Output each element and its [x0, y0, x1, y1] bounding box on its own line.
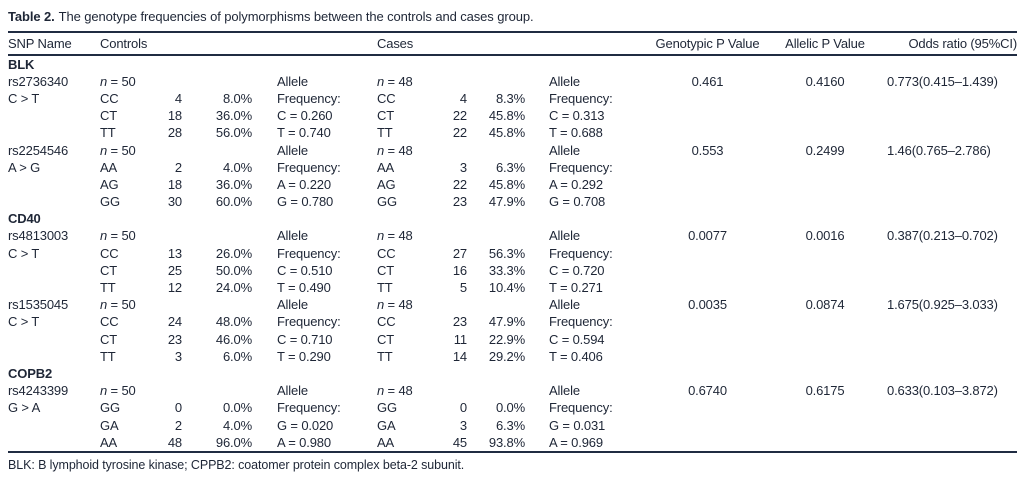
genotypic-p-value: 0.0077: [688, 228, 727, 244]
controls-percent: 60.0%: [215, 194, 252, 210]
cases-count: 23: [452, 194, 467, 210]
snp-allele-change: A > G: [8, 159, 41, 175]
cases-n: n = 48: [377, 297, 413, 313]
genotype-row: [8, 399, 1017, 416]
controls-genotype: TT: [100, 348, 116, 364]
controls-percent: 48.0%: [215, 314, 252, 330]
controls-genotype: AA: [100, 159, 118, 175]
gene-name: CD40: [8, 211, 41, 227]
cases-count: 22: [452, 108, 467, 124]
allelic-p-value: 0.0016: [805, 228, 845, 244]
controls-percent: 0.0%: [222, 400, 252, 416]
controls-genotype: GG: [100, 400, 120, 416]
cases-allele-label: Allele: [549, 228, 580, 244]
controls-genotype: CT: [100, 108, 118, 124]
controls-count: 13: [167, 245, 182, 261]
cases-n: n = 48: [377, 383, 413, 399]
controls-genotype: GA: [100, 417, 119, 433]
cases-frequency-label: Frequency:: [549, 400, 613, 416]
cases-percent: 0.0%: [495, 400, 525, 416]
cases-allele-frequency: G = 0.031: [549, 417, 606, 433]
genotypic-p-value: 0.0035: [688, 297, 727, 313]
cases-allele-frequency: A = 0.292: [549, 176, 603, 192]
controls-percent: 26.0%: [215, 245, 252, 261]
cases-count: 22: [452, 176, 467, 192]
table-number: Table 2.: [8, 9, 55, 24]
genotypic-p-value: 0.6740: [688, 383, 727, 399]
controls-n: n = 50: [100, 73, 136, 89]
snp-id: rs1535045: [8, 297, 69, 313]
cases-count: 23: [452, 314, 467, 330]
genotype-row: [8, 159, 1017, 176]
genotype-row: [8, 262, 1017, 279]
controls-allele-label: Allele: [277, 228, 308, 244]
cases-percent: 56.3%: [488, 245, 525, 261]
cases-percent: 6.3%: [495, 417, 525, 433]
snp-summary-row: [8, 73, 1017, 90]
cases-frequency-label: Frequency:: [549, 159, 613, 175]
cases-genotype: AG: [377, 176, 396, 192]
table-header-row: [8, 33, 1017, 54]
allelic-p-value: 0.4160: [805, 73, 845, 89]
cases-count: 27: [452, 245, 467, 261]
table-caption: [8, 8, 1017, 25]
controls-percent: 24.0%: [215, 280, 252, 296]
controls-frequency-label: Frequency:: [277, 400, 341, 416]
cases-genotype: TT: [377, 280, 393, 296]
cases-genotype: GG: [377, 194, 397, 210]
controls-frequency-label: Frequency:: [277, 90, 341, 106]
controls-count: 48: [167, 434, 182, 450]
cases-genotype: CT: [377, 262, 395, 278]
controls-frequency-label: Frequency:: [277, 159, 341, 175]
genotype-row: [8, 124, 1017, 141]
col-header-cases: Cases: [377, 36, 414, 52]
controls-count: 30: [167, 194, 182, 210]
genotype-row: [8, 107, 1017, 124]
cases-genotype: GG: [377, 400, 397, 416]
controls-percent: 36.0%: [215, 176, 252, 192]
cases-genotype: CC: [377, 90, 396, 106]
cases-genotype: TT: [377, 125, 393, 141]
cases-percent: 45.8%: [488, 125, 525, 141]
genotype-row: [8, 193, 1017, 210]
cases-count: 16: [452, 262, 467, 278]
genotypic-p-value: 0.553: [691, 142, 724, 158]
cases-count: 5: [459, 280, 467, 296]
cases-genotype: TT: [377, 348, 393, 364]
table-caption-text: The genotype frequencies of polymorphisms between the controls and cases group.: [58, 9, 534, 24]
snp-summary-row: [8, 142, 1017, 159]
snp-allele-change: C > T: [8, 245, 40, 261]
cases-genotype: CC: [377, 314, 396, 330]
genotype-row: [8, 417, 1017, 434]
controls-allele-label: Allele: [277, 383, 308, 399]
cases-allele-label: Allele: [549, 383, 580, 399]
cases-frequency-label: Frequency:: [549, 314, 613, 330]
controls-count: 18: [167, 176, 182, 192]
allelic-p-value: 0.2499: [805, 142, 845, 158]
col-header-snp-name: SNP Name: [8, 36, 72, 52]
cases-count: 22: [452, 125, 467, 141]
cases-count: 45: [452, 434, 467, 450]
snp-allele-change: G > A: [8, 400, 41, 416]
genotype-row: [8, 348, 1017, 365]
cases-allele-label: Allele: [549, 142, 580, 158]
controls-n: n = 50: [100, 383, 136, 399]
controls-percent: 4.0%: [222, 159, 252, 175]
controls-allele-frequency: C = 0.260: [277, 108, 333, 124]
controls-allele-frequency: T = 0.740: [277, 125, 331, 141]
controls-allele-frequency: G = 0.020: [277, 417, 334, 433]
odds-ratio-value: 0.773(0.415–1.439): [887, 73, 998, 89]
controls-allele-label: Allele: [277, 73, 308, 89]
snp-id: rs4813003: [8, 228, 69, 244]
controls-count: 24: [167, 314, 182, 330]
cases-n: n = 48: [377, 142, 413, 158]
allelic-p-value: 0.0874: [805, 297, 845, 313]
controls-genotype: GG: [100, 194, 120, 210]
genotype-row: [8, 313, 1017, 330]
controls-percent: 4.0%: [222, 417, 252, 433]
controls-count: 4: [174, 90, 182, 106]
controls-percent: 46.0%: [215, 331, 252, 347]
controls-n: n = 50: [100, 228, 136, 244]
controls-frequency-label: Frequency:: [277, 314, 341, 330]
snp-allele-change: C > T: [8, 90, 40, 106]
genotype-row: [8, 434, 1017, 451]
cases-allele-label: Allele: [549, 73, 580, 89]
cases-percent: 47.9%: [488, 194, 525, 210]
controls-n: n = 50: [100, 297, 136, 313]
controls-count: 2: [174, 417, 182, 433]
cases-allele-frequency: C = 0.313: [549, 108, 605, 124]
controls-allele-frequency: A = 0.980: [277, 434, 331, 450]
cases-genotype: CT: [377, 108, 395, 124]
controls-genotype: CC: [100, 314, 119, 330]
controls-allele-frequency: A = 0.220: [277, 176, 331, 192]
cases-frequency-label: Frequency:: [549, 90, 613, 106]
controls-count: 0: [174, 400, 182, 416]
controls-count: 23: [167, 331, 182, 347]
cases-count: 3: [459, 417, 467, 433]
controls-genotype: AA: [100, 434, 118, 450]
cases-genotype: AA: [377, 434, 395, 450]
cases-percent: 45.8%: [488, 108, 525, 124]
controls-genotype: CT: [100, 262, 118, 278]
controls-percent: 50.0%: [215, 262, 252, 278]
cases-allele-frequency: C = 0.594: [549, 331, 605, 347]
snp-summary-row: [8, 382, 1017, 399]
controls-allele-label: Allele: [277, 297, 308, 313]
cases-genotype: CT: [377, 331, 395, 347]
controls-count: 28: [167, 125, 182, 141]
controls-percent: 8.0%: [222, 90, 252, 106]
odds-ratio-value: 0.387(0.213–0.702): [887, 228, 998, 244]
cases-genotype: GA: [377, 417, 396, 433]
cases-percent: 22.9%: [488, 331, 525, 347]
snp-id: rs2254546: [8, 142, 69, 158]
controls-count: 3: [174, 348, 182, 364]
controls-allele-frequency: C = 0.710: [277, 331, 333, 347]
table-footnote: BLK: B lymphoid tyrosine kinase; CPPB2: coatomer protein complex beta-2 subunit.: [8, 458, 465, 473]
cases-count: 4: [459, 90, 467, 106]
gene-name: BLK: [8, 56, 35, 72]
controls-genotype: CC: [100, 90, 119, 106]
controls-percent: 96.0%: [215, 434, 252, 450]
cases-count: 11: [453, 331, 467, 347]
cases-count: 0: [459, 400, 467, 416]
cases-allele-frequency: G = 0.708: [549, 194, 606, 210]
cases-genotype: AA: [377, 159, 395, 175]
cases-percent: 47.9%: [488, 314, 525, 330]
snp-allele-change: C > T: [8, 314, 40, 330]
controls-count: 12: [167, 280, 182, 296]
col-header-controls: Controls: [100, 36, 148, 52]
genotype-row: [8, 90, 1017, 107]
odds-ratio-value: 1.46(0.765–2.786): [887, 142, 991, 158]
controls-genotype: TT: [100, 125, 116, 141]
gene-name: COPB2: [8, 365, 53, 381]
cases-percent: 6.3%: [495, 159, 525, 175]
cases-allele-frequency: T = 0.688: [549, 125, 603, 141]
cases-genotype: CC: [377, 245, 396, 261]
odds-ratio-value: 0.633(0.103–3.872): [887, 383, 998, 399]
controls-count: 2: [174, 159, 182, 175]
controls-genotype: CC: [100, 245, 119, 261]
controls-percent: 36.0%: [215, 108, 252, 124]
cases-percent: 33.3%: [488, 262, 525, 278]
table-body: [8, 56, 1017, 451]
controls-allele-frequency: T = 0.290: [277, 348, 331, 364]
gene-header-row: [8, 210, 1017, 227]
cases-percent: 93.8%: [488, 434, 525, 450]
cases-count: 3: [459, 159, 467, 175]
snp-summary-row: [8, 296, 1017, 313]
cases-allele-frequency: A = 0.969: [549, 434, 603, 450]
col-header-genotypic-p: Genotypic P Value: [655, 36, 760, 52]
cases-percent: 45.8%: [488, 176, 525, 192]
controls-allele-frequency: C = 0.510: [277, 262, 333, 278]
genotype-row: [8, 331, 1017, 348]
controls-frequency-label: Frequency:: [277, 245, 341, 261]
cases-percent: 29.2%: [488, 348, 525, 364]
odds-ratio-value: 1.675(0.925–3.033): [887, 297, 998, 313]
gene-header-row: [8, 365, 1017, 382]
controls-genotype: CT: [100, 331, 118, 347]
cases-allele-frequency: C = 0.720: [549, 262, 605, 278]
cases-n: n = 48: [377, 228, 413, 244]
genotypic-p-value: 0.461: [691, 73, 724, 89]
controls-count: 18: [167, 108, 182, 124]
cases-count: 14: [452, 348, 467, 364]
controls-allele-frequency: G = 0.780: [277, 194, 334, 210]
genotype-row: [8, 245, 1017, 262]
snp-id: rs4243399: [8, 383, 69, 399]
cases-allele-label: Allele: [549, 297, 580, 313]
controls-allele-frequency: T = 0.490: [277, 280, 331, 296]
col-header-odds-ratio: Odds ratio (95%CI): [908, 36, 1017, 52]
controls-genotype: TT: [100, 280, 116, 296]
genotype-row: [8, 279, 1017, 296]
controls-percent: 56.0%: [215, 125, 252, 141]
cases-n: n = 48: [377, 73, 413, 89]
cases-frequency-label: Frequency:: [549, 245, 613, 261]
gene-header-row: [8, 56, 1017, 73]
cases-percent: 10.4%: [488, 280, 525, 296]
cases-allele-frequency: T = 0.271: [549, 280, 603, 296]
controls-count: 25: [167, 262, 182, 278]
cases-percent: 8.3%: [495, 90, 525, 106]
cases-allele-frequency: T = 0.406: [549, 348, 603, 364]
snp-summary-row: [8, 227, 1017, 244]
allelic-p-value: 0.6175: [805, 383, 845, 399]
controls-genotype: AG: [100, 176, 119, 192]
controls-n: n = 50: [100, 142, 136, 158]
genotype-row: [8, 176, 1017, 193]
snp-id: rs2736340: [8, 73, 69, 89]
col-header-allelic-p: Allelic P Value: [785, 36, 865, 52]
controls-allele-label: Allele: [277, 142, 308, 158]
controls-percent: 6.0%: [222, 348, 252, 364]
